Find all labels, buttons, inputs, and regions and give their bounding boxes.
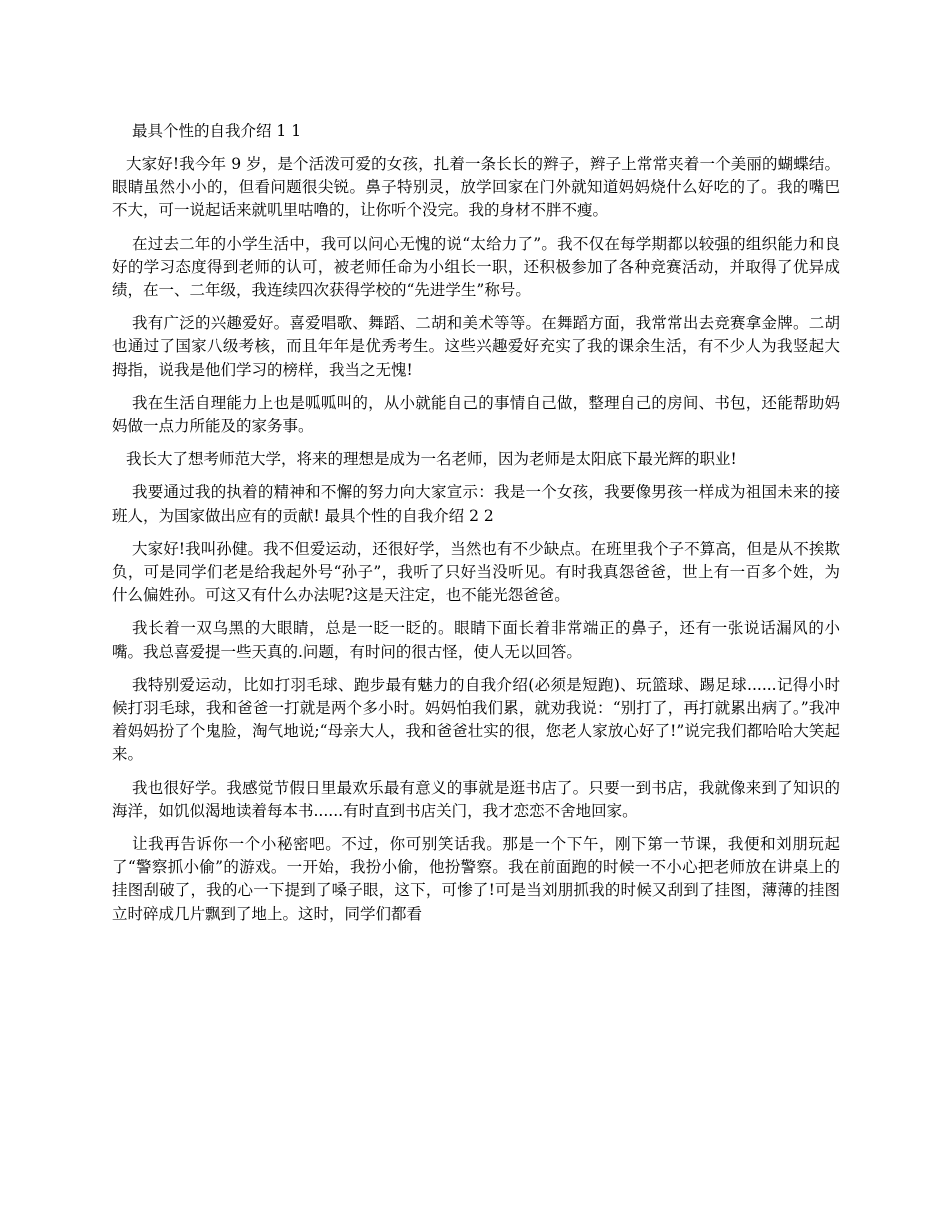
paragraph: 我要通过我的执着的精神和不懈的努力向大家宣示：我是一个女孩，我要像男孩一样成为祖国未来的接班人，为国家做出应有的贡献! 最具个性的自我介绍 2 2 xyxy=(112,483,840,525)
paragraph: 在过去二年的小学生活中，我可以问心无愧的说“太给力了”。我不仅在每学期都以较强的组织能力和良好的学习态度得到老师的认可，被老师任命为小组长一职，还积极参加了各种竞赛活动，并取得了优异成绩，在一、二年级，我连续四次获得学校的“先进学生”称号。 xyxy=(112,234,840,300)
document-title: 最具个性的自我介绍 1 1 xyxy=(132,122,302,140)
paragraph: 大家好!我叫孙健。我不但爱运动，还很好学，当然也有不少缺点。在班里我个子不算高，但是从不挨欺负，可是同学们老是给我起外号“孙子”，我听了只好当没听见。有时我真怨爸爸，世上有一百多个姓，为什么偏姓孙。可这又有什么办法呢?这是天注定，也不能光怨爸爸。 xyxy=(112,539,840,605)
paragraph: 我也很好学。我感觉节假日里最欢乐最有意义的事就是逛书店了。只要一到书店，我就像来到了知识的海洋，如饥似渴地读着每本书......有时直到书店关门，我才恋恋不舍地回家。 xyxy=(112,778,840,820)
paragraph: 我特别爱运动，比如打羽毛球、跑步最有魅力的自我介绍(必须是短跑)、玩篮球、踢足球......记得小时候打羽毛球，我和爸爸一打就是两个多小时。妈妈怕我们累，就劝我说：“别打了，再打就累出病了。”我冲着妈妈扮了个鬼脸，淘气地说;“母亲大人，我和爸爸壮实的很，您老人家放心好了!”说完我们都哈哈大笑起来。 xyxy=(112,675,840,764)
paragraph: 我长着一双乌黑的大眼睛，总是一眨一眨的。眼睛下面长着非常端正的鼻子，还有一张说话漏风的小嘴。我总喜爱提一些天真的.问题，有时问的很古怪，使人无以回答。 xyxy=(112,619,840,661)
document-page xyxy=(112,120,840,936)
paragraph: 大家好!我今年 9 岁，是个活泼可爱的女孩，扎着一条长长的辫子，辫子上常常夹着一个美丽的蝴蝶结。眼睛虽然小小的，但看问题很尖锐。鼻子特别灵，放学回家在门外就知道妈妈烧什么好吃的了。我的嘴巴不大，可一说起话来就叽里咕噜的，让你听个没完。我的身材不胖不瘦。 xyxy=(112,155,840,220)
paragraph: 让我再告诉你一个小秘密吧。不过，你可别笑话我。那是一个下午，刚下第一节课，我便和刘朋玩起了“警察抓小偷”的游戏。一开始，我扮小偷，他扮警察。我在前面跑的时候一不小心把老师放在讲桌上的挂图刮破了，我的心一下提到了嗓子眼，这下，可惨了!可是当刘朋抓我的时候又刮到了挂图，薄薄的挂图立时碎成几片飘到了地上。这时，同学们都看 xyxy=(112,835,840,923)
paragraph: 我长大了想考师范大学，将来的理想是成为一名老师，因为老师是太阳底下最光辉的职业! xyxy=(126,450,737,469)
paragraph: 我在生活自理能力上也是呱呱叫的，从小就能自己的事情自己做，整理自己的房间、书包，还能帮助妈妈做一点力所能及的家务事。 xyxy=(112,393,840,436)
paragraph: 我有广泛的兴趣爱好。喜爱唱歌、舞蹈、二胡和美术等等。在舞蹈方面，我常常出去竞赛拿金牌。二胡也通过了国家八级考核，而且年年是优秀考生。这些兴趣爱好充实了我的课余生活，有不少人为我竖起大拇指，说我是他们学习的榜样，我当之无愧! xyxy=(112,314,840,379)
